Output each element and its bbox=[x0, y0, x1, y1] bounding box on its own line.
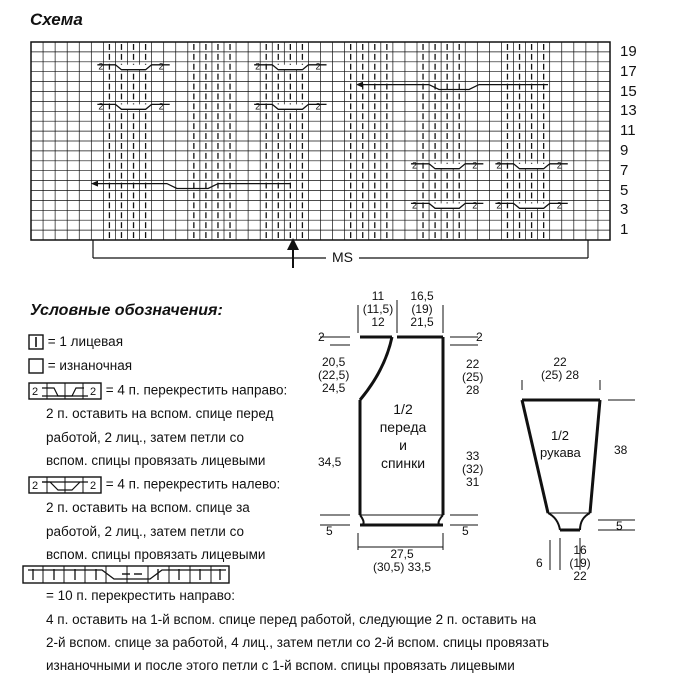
sleeve-top-dims: 22 (25) 28 bbox=[540, 355, 580, 382]
sleeve-label: 1/2 рукава bbox=[540, 428, 581, 460]
svg-text:2: 2 bbox=[158, 61, 164, 72]
row-number: 7 bbox=[620, 161, 629, 179]
legend-cross-right-4 bbox=[28, 382, 287, 400]
legend-cr4-desc-1: 2 п. оставить на вспом. спице перед bbox=[46, 406, 274, 421]
row-number: 1 bbox=[620, 221, 629, 239]
sleeve-length: 38 bbox=[614, 443, 628, 457]
row-number: 11 bbox=[620, 122, 636, 140]
cross-right-10-symbol-icon bbox=[22, 565, 232, 585]
row-number: 9 bbox=[620, 141, 629, 159]
svg-text:2: 2 bbox=[90, 480, 97, 492]
svg-text:2: 2 bbox=[411, 200, 417, 211]
svg-text:2: 2 bbox=[556, 200, 562, 211]
svg-text:2: 2 bbox=[496, 200, 502, 211]
svg-text:2: 2 bbox=[255, 101, 261, 112]
legend-cr10-desc-1: 4 п. оставить на 1-й вспом. спице перед работой, следующие 2 п. оставить на bbox=[46, 612, 537, 627]
legend-cross-left-4-text: = 4 п. перекрестить налево: bbox=[105, 476, 281, 492]
legend-cl4-desc-1: 2 п. оставить на вспом. спице за bbox=[46, 500, 250, 515]
ms-label: MS bbox=[326, 249, 359, 265]
legend-cl4-desc-2: работой, 2 лиц., затем петли со bbox=[46, 524, 245, 539]
svg-text:2: 2 bbox=[556, 160, 562, 171]
body-top-left-dims: 11 (11,5) 12 bbox=[362, 289, 394, 329]
legend-knit-text: = 1 лицевая bbox=[47, 334, 124, 349]
chart-grid bbox=[31, 42, 610, 240]
svg-text:2: 2 bbox=[315, 61, 321, 72]
svg-text:2: 2 bbox=[411, 160, 417, 171]
svg-text:2: 2 bbox=[158, 101, 164, 112]
body-bottom-dims: 27,5 (30,5) 33,5 bbox=[372, 547, 432, 574]
scheme-title: Схема bbox=[30, 10, 83, 29]
legend-purl-text: = изнаночная bbox=[47, 358, 133, 373]
body-shoulder-right: 2 bbox=[476, 330, 483, 344]
cross-left-4-symbol-icon bbox=[28, 476, 102, 494]
svg-text:2: 2 bbox=[255, 61, 261, 72]
svg-text:2: 2 bbox=[90, 386, 97, 398]
body-top-right-dims: 16,5 (19) 21,5 bbox=[410, 289, 434, 329]
svg-text:2: 2 bbox=[32, 386, 39, 398]
svg-text:2: 2 bbox=[496, 160, 502, 171]
row-number: 19 bbox=[620, 42, 637, 60]
svg-text:2: 2 bbox=[98, 61, 104, 72]
svg-text:2: 2 bbox=[472, 200, 478, 211]
legend-cross-right-4-text: = 4 п. перекрестить направо: bbox=[105, 382, 288, 398]
svg-text:2: 2 bbox=[32, 480, 39, 492]
legend-cr10-desc-3: изнаночными и после этого петли с 1-й вспом. спицы провязать лицевыми bbox=[46, 658, 515, 673]
legend-cr4-desc-2: работой, 2 лиц., затем петли со bbox=[46, 430, 245, 445]
body-side-left: 34,5 bbox=[318, 455, 342, 469]
svg-text:2: 2 bbox=[98, 101, 104, 112]
legend-cr4-desc-3: вспом. спицы провязать лицевыми bbox=[46, 453, 266, 468]
svg-text:2: 2 bbox=[472, 160, 478, 171]
row-number: 15 bbox=[620, 82, 637, 100]
cross-right-4-symbol-icon bbox=[28, 382, 102, 400]
body-neck-right-dims: 22 (25) 28 bbox=[462, 357, 484, 397]
body-rib-right: 5 bbox=[462, 524, 469, 538]
sleeve-rib: 5 bbox=[616, 519, 623, 533]
knitting-chart bbox=[0, 0, 690, 280]
sleeve-cuff-height: 6 bbox=[536, 556, 543, 570]
purl-symbol-icon bbox=[28, 358, 44, 374]
body-armhole-dims: 20,5 (22,5) 24,5 bbox=[318, 355, 350, 395]
body-shoulder-left: 2 bbox=[318, 330, 325, 344]
body-rib-left: 5 bbox=[326, 524, 333, 538]
row-number: 3 bbox=[620, 201, 629, 219]
body-label: 1/2 переда и спинки bbox=[379, 401, 427, 471]
row-number: 5 bbox=[620, 181, 629, 199]
legend-cr10-desc-2: 2-й вспом. спице за работой, 4 лиц., затем петли со 2-й вспом. спицы провязать bbox=[46, 635, 550, 650]
svg-text:2: 2 bbox=[315, 101, 321, 112]
knit-symbol-icon bbox=[28, 334, 44, 350]
legend-title: Условные обозначения: bbox=[30, 302, 223, 319]
sleeve-bottom-dims: 16 (19) 22 bbox=[569, 543, 591, 583]
legend-cross-right-10-symbol bbox=[22, 565, 232, 590]
legend-cross-left-4 bbox=[28, 476, 280, 494]
legend-cross-right-10-text: = 10 п. перекрестить направо: bbox=[46, 588, 235, 603]
row-number: 17 bbox=[620, 62, 637, 80]
row-number: 13 bbox=[620, 102, 637, 120]
body-side-right-dims: 33 (32) 31 bbox=[462, 449, 484, 489]
legend-cl4-desc-3: вспом. спицы провязать лицевыми bbox=[46, 547, 266, 562]
legend-knit bbox=[28, 334, 123, 350]
legend-purl bbox=[28, 358, 132, 374]
